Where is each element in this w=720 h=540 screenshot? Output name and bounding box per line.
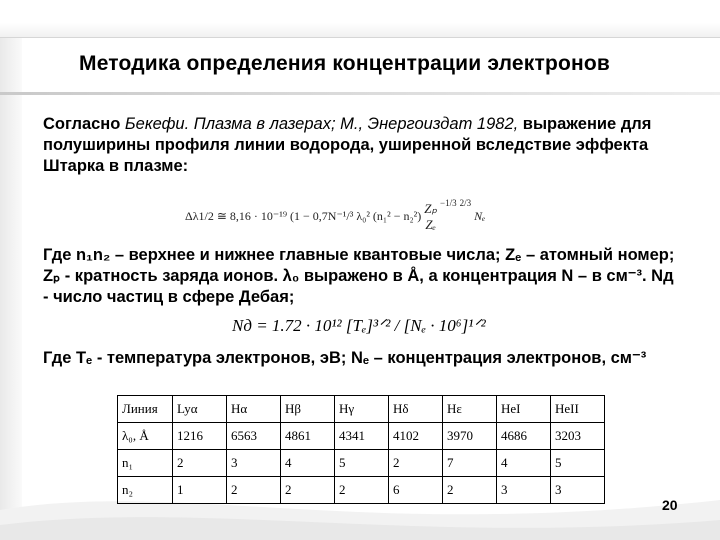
- page-number: 20: [662, 497, 678, 513]
- table-cell: 4: [497, 450, 551, 477]
- spectral-lines-table: [117, 395, 605, 504]
- table-cell: 2: [389, 450, 443, 477]
- table-cell: 7: [443, 450, 497, 477]
- table-row: [118, 477, 605, 504]
- intro-paragraph: [43, 114, 681, 177]
- table-cell: 3: [497, 477, 551, 504]
- title-rule: [0, 92, 720, 95]
- table-cell: 1: [173, 477, 227, 504]
- table-cell: 4341: [335, 423, 389, 450]
- ratio-exponent: −1/3: [440, 198, 457, 208]
- table-cell: 4102: [389, 423, 443, 450]
- formula-main: Δλ1/2 ≅ 8,16 · 10⁻¹⁹ (1 − 0,7N⁻¹/³ λ₀² (n₁² − n₂²): [185, 209, 425, 223]
- top-rule: [0, 37, 720, 38]
- table-header-row: [118, 396, 605, 423]
- table-cell: 6: [389, 477, 443, 504]
- charge-ratio-bottom: Zₑ: [425, 217, 436, 233]
- table-cell: 2: [227, 477, 281, 504]
- table-cell: 3: [551, 477, 605, 504]
- debye-number-formula: Nд = 1.72 · 10¹² [Tₑ]³ᐟ² / [Nₑ · 10⁶]¹ᐟ²: [232, 316, 486, 335]
- intro-text-end: выражение для полуширины профиля линии водорода, уширенной вследствие эффекта Штарка в плазме:: [43, 115, 652, 175]
- table-cell: 2: [173, 450, 227, 477]
- table-cell: 1216: [173, 423, 227, 450]
- intro-text-start: Согласно: [43, 115, 125, 133]
- table-cell: n₁: [118, 450, 173, 477]
- table-cell: 4861: [281, 423, 335, 450]
- table-cell: n₂: [118, 477, 173, 504]
- table-row: [118, 423, 605, 450]
- reference-citation: Бекефи. Плазма в лазерах; М., Энергоиздат 1982,: [124, 115, 519, 133]
- table-cell: Hβ: [281, 396, 335, 423]
- variables-paragraph: Где n₁n₂ – верхнее и нижнее главные квантовые числа; Zₑ – атомный номер; Zₚ - кратность заряда ионов. λ₀ выражено в Å, а концентрация N – в см⁻³. Nд - число частиц в сфере Дебая;: [43, 246, 675, 306]
- top-decor-bar: [0, 0, 720, 38]
- temperature-paragraph: Где Tₑ - температура электронов, эВ; Nₑ – концентрация электронов, см⁻³: [43, 349, 647, 367]
- table-cell: 3203: [551, 423, 605, 450]
- table-cell: Линия: [118, 396, 173, 423]
- table-cell: 6563: [227, 423, 281, 450]
- table-cell: Lyα: [173, 396, 227, 423]
- table-cell: HeI: [497, 396, 551, 423]
- charge-ratio-top: Zₚ: [424, 201, 438, 217]
- table-cell: λ₀, Å: [118, 423, 173, 450]
- table-cell: 2: [335, 477, 389, 504]
- table-cell: 3: [227, 450, 281, 477]
- table-cell: Hα: [227, 396, 281, 423]
- electron-density-symbol: Nₑ: [474, 209, 486, 223]
- table-cell: Hε: [443, 396, 497, 423]
- table-cell: 4686: [497, 423, 551, 450]
- table-cell: 5: [551, 450, 605, 477]
- table-row: [118, 450, 605, 477]
- density-exponent: 2/3: [459, 198, 472, 208]
- stark-width-formula: [185, 198, 485, 233]
- table-cell: 5: [335, 450, 389, 477]
- table-cell: Hδ: [389, 396, 443, 423]
- slide-title: Методика определения концентрации электронов: [79, 52, 611, 75]
- charge-ratio: [424, 201, 437, 233]
- table-cell: 2: [443, 477, 497, 504]
- table-cell: 4: [281, 450, 335, 477]
- table-cell: 2: [281, 477, 335, 504]
- table-cell: Hγ: [335, 396, 389, 423]
- table-cell: 3970: [443, 423, 497, 450]
- left-decor-strip: [0, 0, 22, 540]
- table-cell: HeII: [551, 396, 605, 423]
